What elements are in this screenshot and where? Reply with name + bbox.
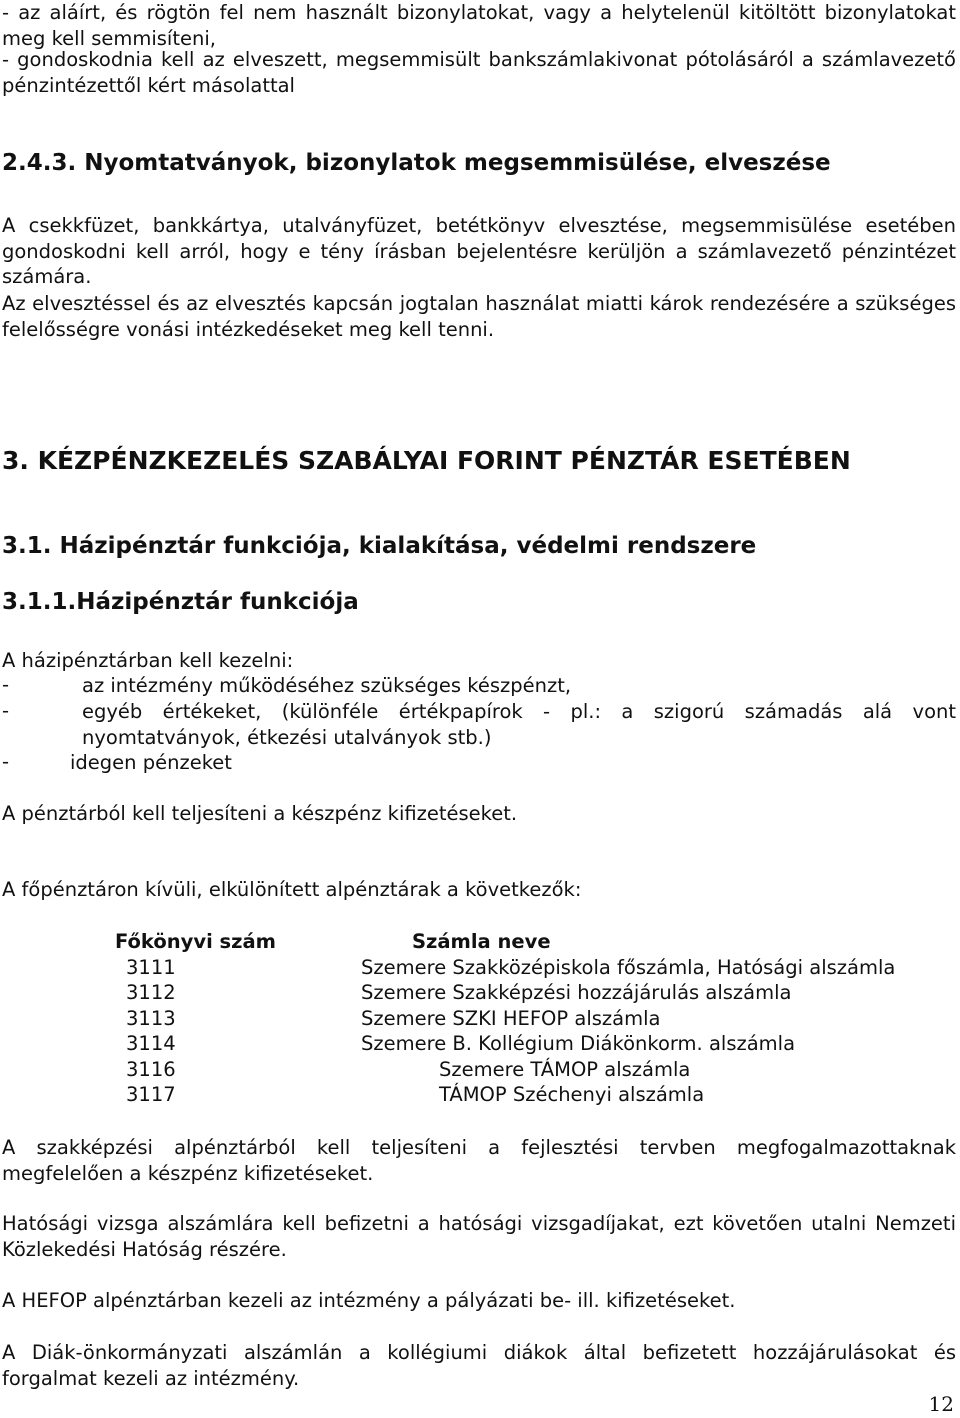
- list-bullet: -: [2, 750, 10, 773]
- paragraph-loss-report: A csekkfüzet, bankkártya, utalványfüzet, betétkönyv elvesztése, megsemmisülése esetében gondoskodni kell arról, hogy e tény írásban bejelentésre kerüljön a számlavezető pénzintézet számára.: [2, 214, 956, 288]
- accounts-table: [0, 929, 960, 1108]
- paragraph-payments: A pénztárból kell teljesíteni a készpénz kifizetéseket.: [2, 802, 518, 825]
- section-heading-3-1-1: 3.1.1.Házipénztár funkciója: [2, 589, 359, 615]
- ledger-number: 3111: [126, 955, 176, 979]
- list-bullet: -: [2, 699, 10, 722]
- list-item-foreign-currency: idegen pénzeket: [70, 751, 232, 774]
- ledger-number: 3112: [126, 981, 176, 1004]
- paragraph-student-council-subaccount: A Diák-önkormányzati alszámlán a kollégiumi diákok által befizetett hozzájárulásokat és forgalmat kezeli az intézmény.: [2, 1341, 956, 1390]
- table-header-row: [0, 929, 960, 955]
- header-account-name: Számla neve: [412, 930, 551, 953]
- table-row: [0, 955, 960, 981]
- list-bullet: -: [2, 673, 10, 696]
- paragraph-vocational-subcashdesk: A szakképzési alpénztárból kell teljesíteni a fejlesztési tervben megfogalmazottaknak megfelelően a készpénz kifizetéseket.: [2, 1136, 956, 1185]
- account-name: TÁMOP Széchenyi alszámla: [439, 1083, 705, 1106]
- table-row: [0, 980, 960, 1006]
- account-name: Szemere SZKI HEFOP alszámla: [361, 1006, 661, 1030]
- intro-item-replace: - gondoskodnia kell az elveszett, megsemmisült bankszámlakivonat pótolásáról a számlavezető pénzintézettől kért másolattal: [2, 48, 956, 97]
- account-name: Szemere TÁMOP alszámla: [439, 1057, 691, 1081]
- account-name: Szemere Szakképzési hozzájárulás alszámla: [361, 981, 792, 1004]
- section-heading-2-4-3: 2.4.3. Nyomtatványok, bizonylatok megsemmisülése, elveszése: [2, 150, 831, 176]
- ledger-number: 3114: [126, 1032, 176, 1055]
- table-row: [0, 1006, 960, 1032]
- list-item-valuables: egyéb értékeket, (különféle értékpapírok - pl.: a szigorú számadás alá vont nyomtatványok, étkezési utalványok stb.): [82, 700, 956, 749]
- chapter-heading-3: 3. KÉZPÉNZKEZELÉS SZABÁLYAI FORINT PÉNZTÁR ESETÉBEN: [2, 446, 851, 475]
- table-row: [0, 1082, 960, 1108]
- account-name: Szemere B. Kollégium Diákönkorm. alszámla: [361, 1032, 796, 1055]
- table-row: [0, 1057, 960, 1083]
- ledger-number: 3117: [126, 1083, 176, 1106]
- ledger-number: 3113: [126, 1006, 176, 1030]
- table-row: [0, 1031, 960, 1057]
- paragraph-damages: Az elvesztéssel és az elvesztés kapcsán jogtalan használat miatti károk rendezésére a szükséges felelősségre vonási intézkedéseket meg kell tenni.: [2, 292, 956, 341]
- paragraph-cashdesk-lead: A házipénztárban kell kezelni:: [2, 649, 294, 672]
- ledger-number: 3116: [126, 1057, 176, 1081]
- paragraph-hefop-subcashdesk: A HEFOP alpénztárban kezeli az intézmény a pályázati be- ill. kifizetéseket.: [2, 1289, 736, 1312]
- account-name: Szemere Szakközépiskola főszámla, Hatósági alszámla: [361, 955, 896, 979]
- paragraph-exam-subaccount: Hatósági vizsga alszámlára kell befizetni a hatósági vizsgadíjakat, ezt követően utalni Nemzeti Közlekedési Hatóság részére.: [2, 1212, 956, 1261]
- page-number: 12: [928, 1392, 954, 1416]
- header-ledger-number: Főkönyvi szám: [115, 930, 276, 953]
- paragraph-subcashdesks: A főpénztáron kívüli, elkülönített alpénztárak a következők:: [2, 878, 582, 901]
- section-heading-3-1: 3.1. Házipénztár funkciója, kialakítása, védelmi rendszere: [2, 533, 757, 559]
- intro-item-destroy: - az aláírt, és rögtön fel nem használt bizonylatokat, vagy a helytelenül kitöltött bizonylatokat meg kell semmisíteni,: [2, 1, 956, 50]
- list-item-cash: az intézmény működéséhez szükséges készpénzt,: [82, 674, 572, 697]
